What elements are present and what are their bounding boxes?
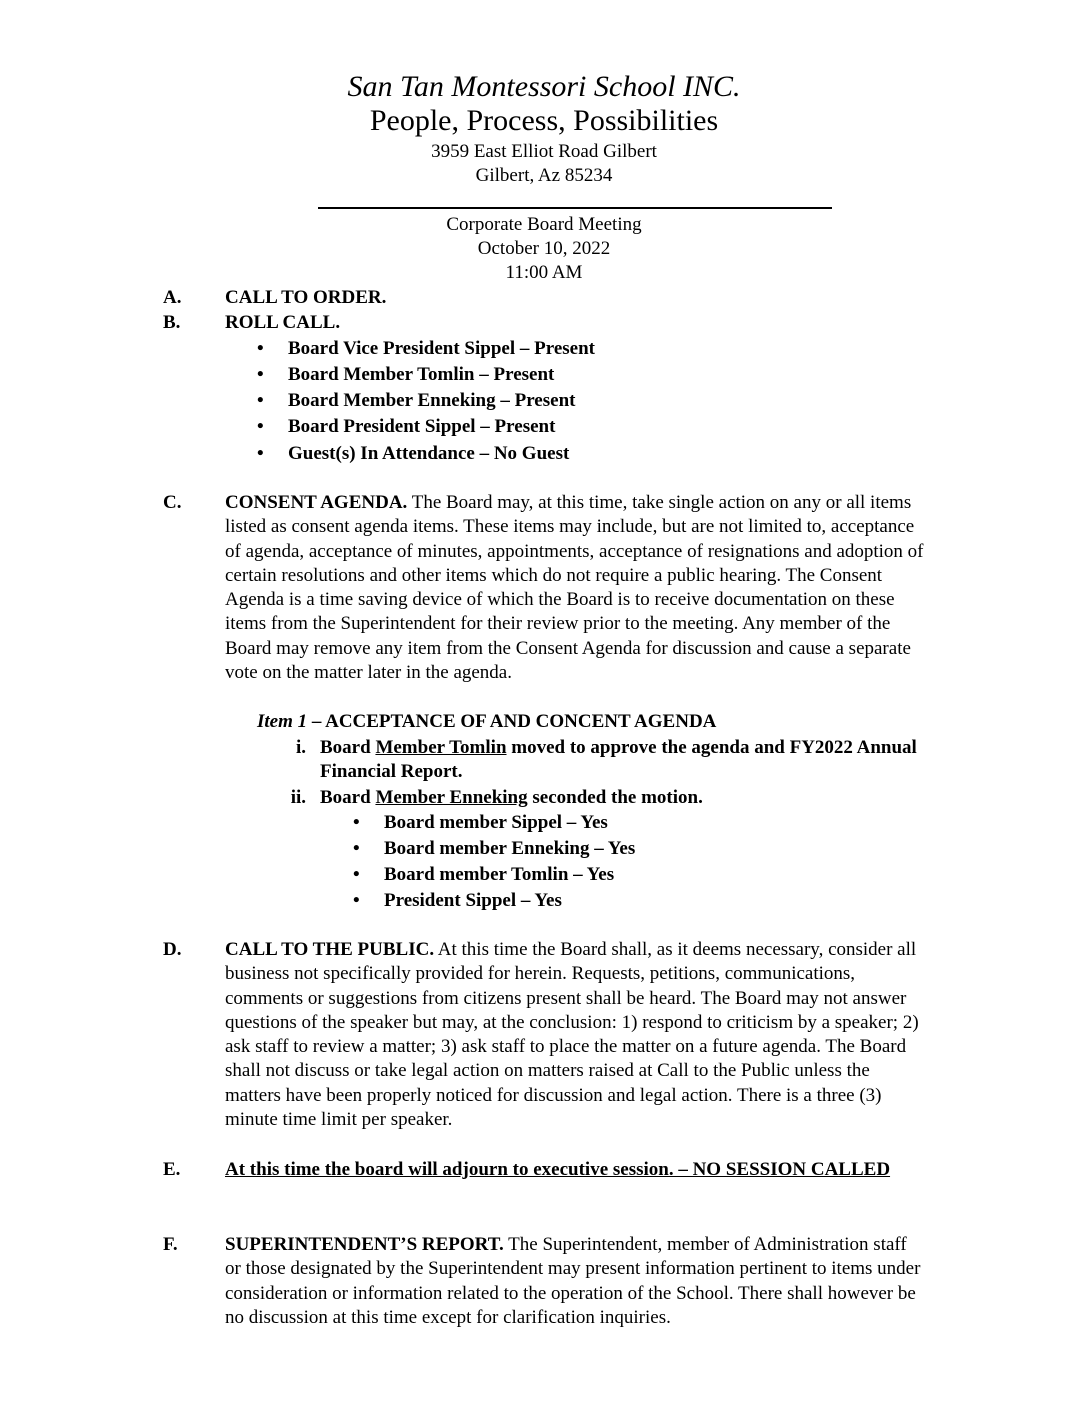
- section-d-title: CALL TO THE PUBLIC.: [225, 939, 435, 960]
- bullet-icon: •: [353, 812, 360, 833]
- section-c-letter: C.: [163, 492, 182, 513]
- school-name: San Tan Montessori School INC.: [347, 70, 741, 103]
- section-c-title: CONSENT AGENDA.: [225, 492, 408, 513]
- address-line-2: Gilbert, Az 85234: [475, 165, 613, 186]
- section-e-body: [225, 1158, 1015, 1182]
- bullet-icon: •: [353, 864, 360, 885]
- section-b-title: ROLL CALL.: [225, 312, 341, 333]
- seconder-name: Member Enneking: [375, 787, 528, 808]
- section-d-body: CALL TO THE PUBLIC. At this time the Board shall, as it deems necessary, consider all business not specifically provided for herein. Requests, petitions, communications, comments or suggestions from citizens present shall be heard. The Board may not answer questions of the speaker but may, at the conclusion: 1) respond to criticism by a speaker; 2) ask staff to review a matter; 3) ask staff to place the matter on a future agenda. The Board shall not discuss or take legal action on matters raised at Call to the Public unless the matters have been properly noticed for discussion and legal action. There is a three (3) minute time limit per speaker.: [225, 939, 919, 1131]
- bullet-icon: •: [353, 838, 360, 859]
- meeting-type: Corporate Board Meeting: [446, 214, 642, 235]
- section-d-letter: D.: [163, 939, 182, 960]
- section-f-title: SUPERINTENDENT’S REPORT.: [225, 1234, 504, 1255]
- meeting-time: 11:00 AM: [505, 262, 583, 283]
- bullet-icon: •: [257, 443, 264, 464]
- agenda-item-heading: Item 1 – ACCEPTANCE OF AND CONCENT AGENDA: [257, 711, 717, 732]
- section-b-letter: B.: [163, 312, 181, 333]
- section-e-letter: E.: [163, 1159, 181, 1180]
- school-motto: People, Process, Possibilities: [369, 104, 719, 137]
- mover-name: Member Tomlin: [375, 737, 507, 758]
- section-a-letter: A.: [163, 287, 182, 308]
- address-line-1: 3959 East Elliot Road Gilbert: [431, 141, 657, 162]
- section-c-body: CONSENT AGENDA. The Board may, at this time, take single action on any or all items listed as consent agenda items. These items may include, but are not limited to, acceptance of agenda, acceptance of minutes, appointments, acceptance of resignations and adoption of certain resolutions and other items which do not require a public hearing. The Consent Agenda is a time saving device of which the Board is to receive documentation on these items from the Superintendent for their review prior to the meeting. Any member of the Board may remove any item from the Consent Agenda for discussion and cause a separate vote on the matter later in the agenda.: [225, 492, 924, 684]
- bullet-icon: •: [257, 416, 264, 437]
- bullet-icon: •: [257, 364, 264, 385]
- section-e-text: At this time the board will adjourn to executive session. – NO SESSION CALLED: [225, 1159, 891, 1180]
- bullet-icon: •: [257, 390, 264, 411]
- meeting-date: October 10, 2022: [477, 238, 611, 259]
- bullet-icon: •: [353, 890, 360, 911]
- bullet-icon: •: [257, 338, 264, 359]
- header-divider: [318, 207, 832, 209]
- section-f-body: SUPERINTENDENT’S REPORT. The Superintendent, member of Administration staff or those designated by the Superintendent may present information pertinent to items under consideration or information related to the operation of the School. There shall however be no discussion at this time except for clarification inquiries.: [225, 1234, 921, 1328]
- section-f-letter: F.: [163, 1234, 178, 1255]
- document-page: San Tan Montessori School INC. People, Process, Possibilities 3959 East Elliot Road Gilbert Gilbert, Az 85234 Corporate Board Meeting October 10, 2022 11:00 AM A. CALL TO ORDER. B. ROLL CALL. • Board Vice President Sippel – Present • Board Member Tomlin – Present • Board Member Enneking – Present • Board President Sippel – Present • Guest(s) In Attendance – No Guest C. CONSENT AGENDA. The Board may, at this time, take single action on any or all items listed as consent agenda items. These items may include, but are not limited to, acceptance of agenda, acceptance of minutes, appointments, acceptance of resignations and adoption of certain resolutions and other items which do not require a public hearing. The Consent Agenda is a time saving device of which the Board is to receive documentation on these items from the Superintendent for their review prior to the meeting. Any member of the Board may remove any item from the Consent Agenda for discussion and cause a separate vote on the matter later in the agenda. Item 1 – ACCEPTANCE OF AND CONCENT AGENDA i. Board Member Tomlin moved to approve the agenda and FY2022 Annual Financial Report. ii. Board Member Enneking seconded the motion. • Board member Sippel – Yes • Board member Enneking – Yes • Board member Tomlin – Yes • President Sippel – Yes D. CALL TO THE PUBLIC. At this time the Board shall, as it deems necessary, consider all business not specifically provided for herein. Requests, petitions, communications, comments or suggestions from citizens present shall be heard. The Board may not answer questions of the speaker but may, at the conclusion: 1) respond to criticism by a speaker; 2) ask staff to review a matter; 3) ask staff to place the matter on a future agenda. The Board shall not discuss or take legal action on matters raised at Call to the Public unless the matters have been properly noticed for discussion and legal action. There is a three (3) minute time limit per speaker. E. At this time the board will adjourn to executive session. – NO SESSION CALLED F. SUPERINTENDENT’S REPORT. The Superintendent, member of Administration staff or those designated by the Superintendent may present information pertinent to items under consideration or information related to the operation of the School. There shall however be no discussion at this time except for clarification inquiries.: [0, 0, 1088, 1408]
- section-a-title: CALL TO ORDER.: [225, 287, 387, 308]
